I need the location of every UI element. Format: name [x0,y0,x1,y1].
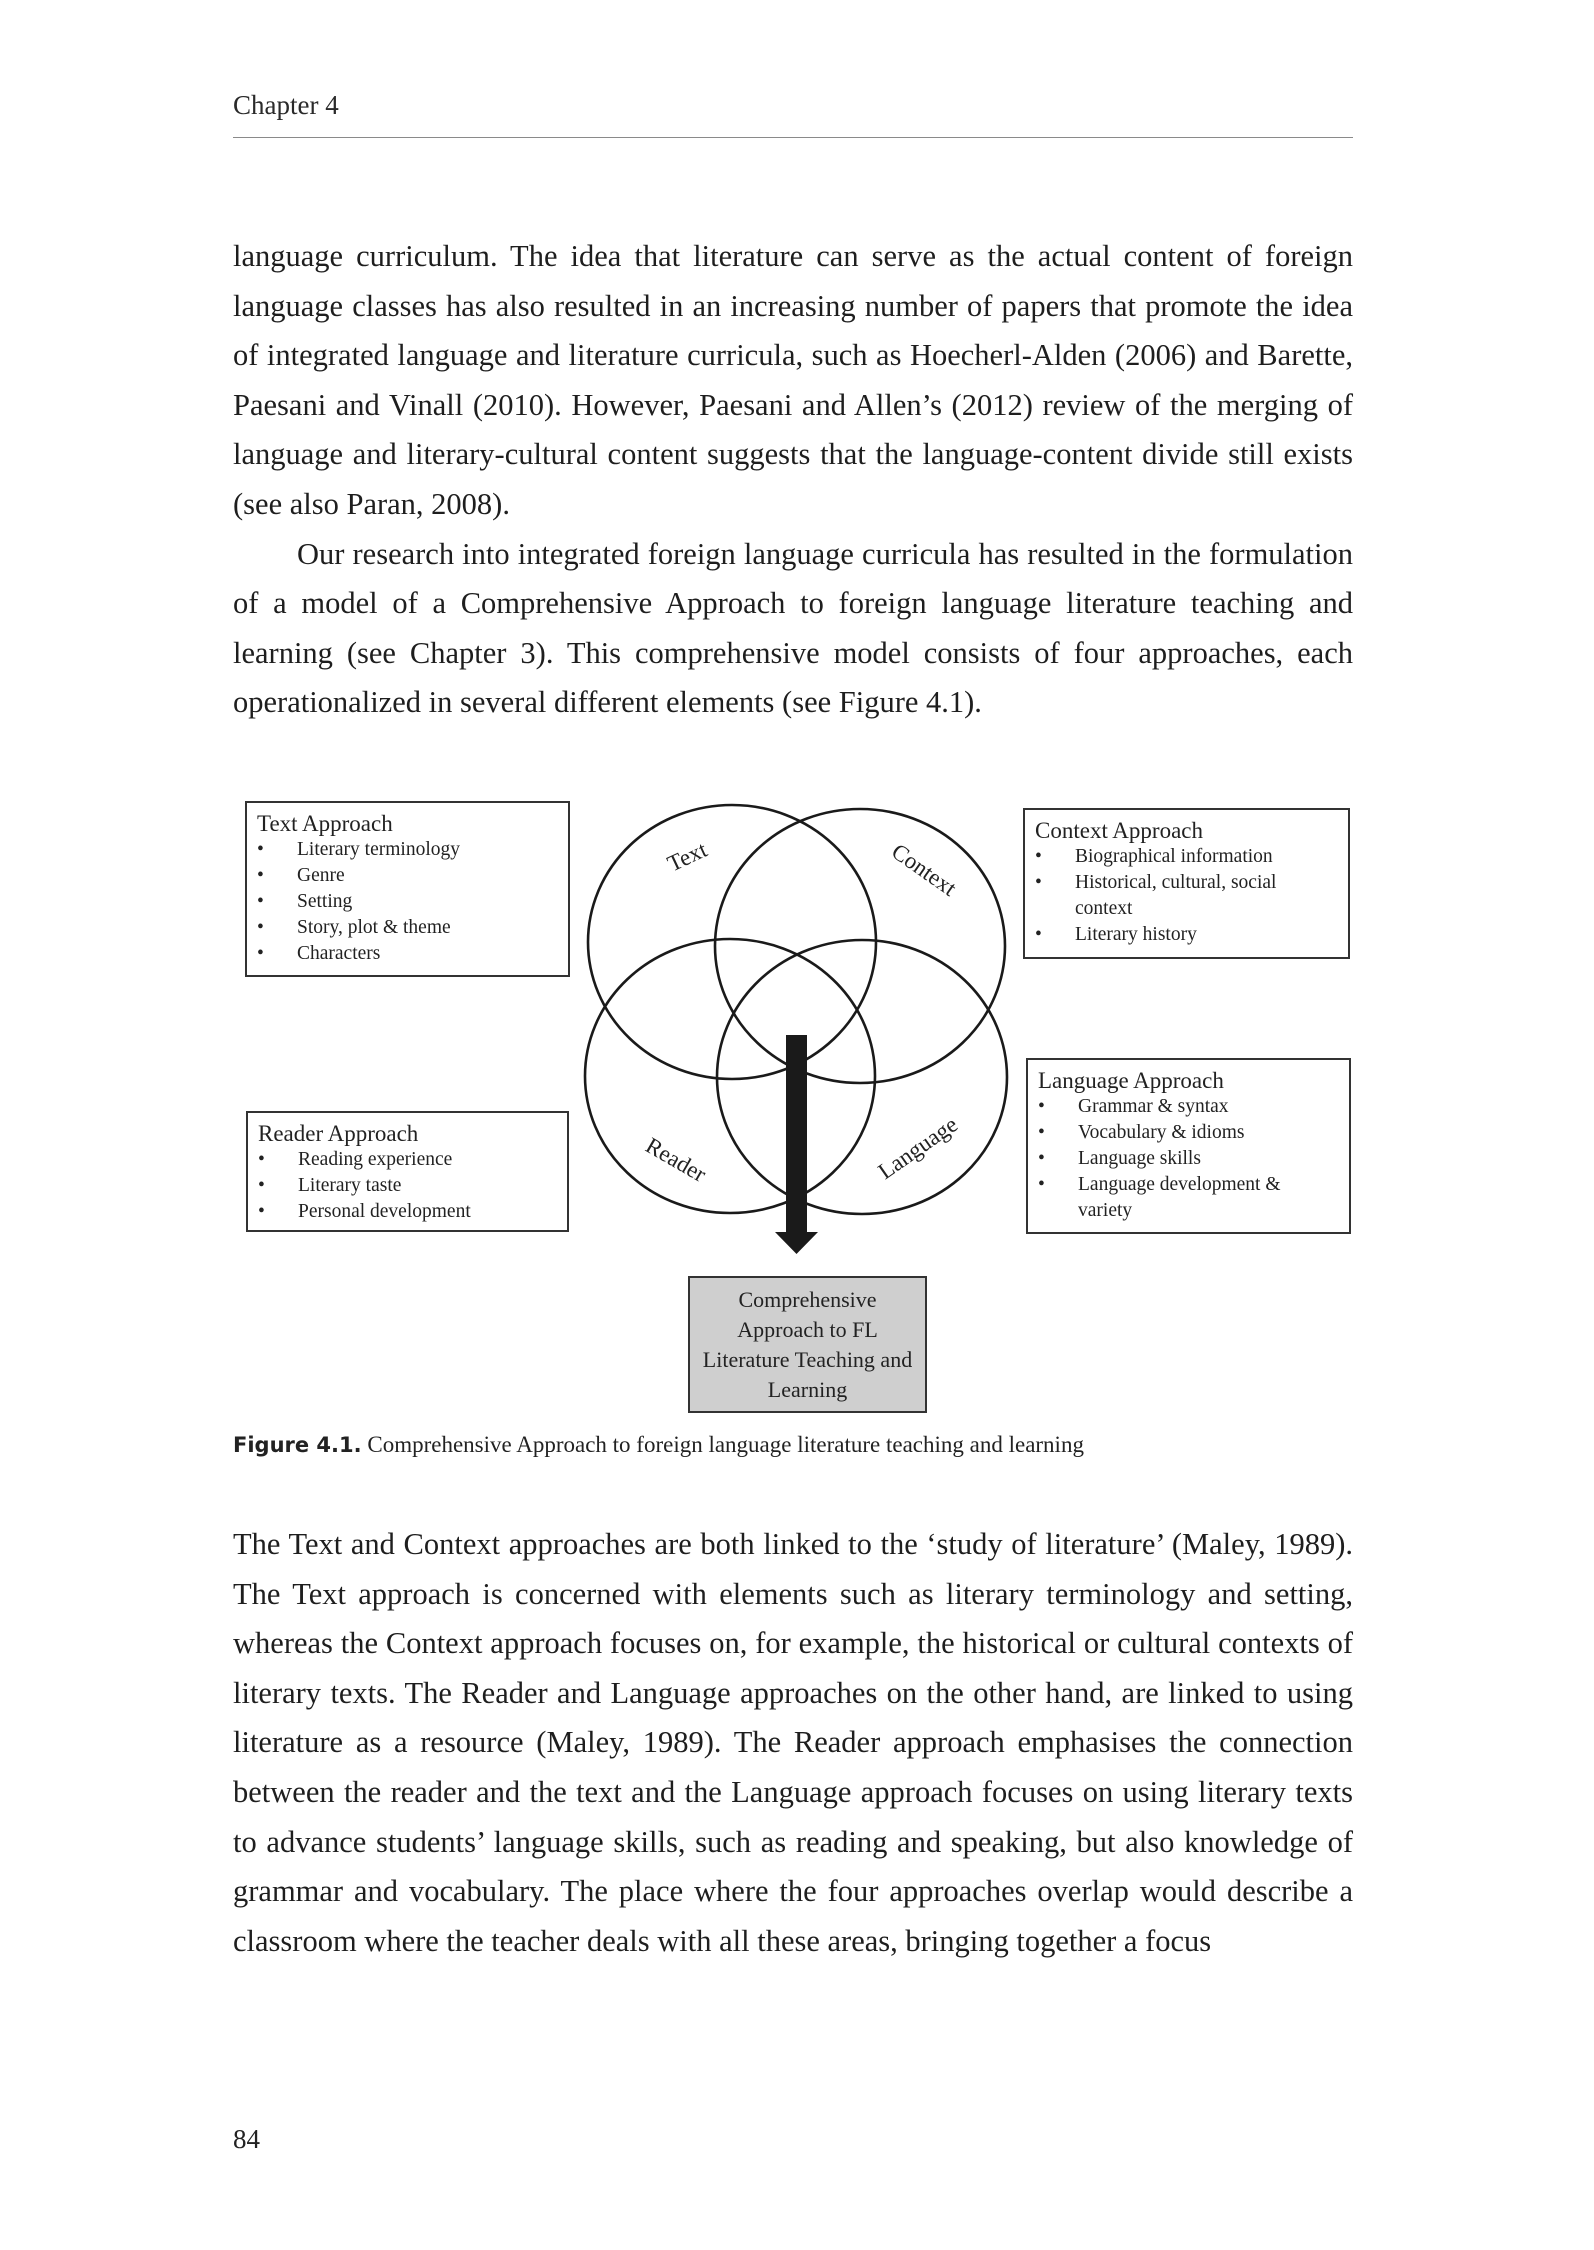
venn-label-language: Language [873,1111,963,1185]
box-item-list [257,837,558,967]
box-item [1038,1146,1339,1172]
comprehensive-approach-box: Comprehensive Approach to FL Literature Teaching and Learning [688,1276,927,1413]
paragraph: language curriculum. The idea that literature can serve as the actual content of foreign language classes has also resulted in an increasing number of papers that promote the idea of integrated language and literature curricula, such as Hoecherl-Alden (2006) and Barette, Paesani and Vinall (2010). However, Paesani and Allen’s (2012) review of the merging of language and literary-cultural content suggests that the language-content divide still exists (see also Paran, 2008). [233,239,1353,521]
box-item-label: Literary terminology [297,839,460,860]
bullet-icon: • [257,865,264,886]
bullet-icon: • [258,1149,265,1170]
box-item [258,1199,557,1225]
bullet-icon: • [1038,1096,1045,1117]
box-item [258,1147,557,1173]
bullet-icon: • [1038,1122,1045,1143]
bullet-icon: • [258,1201,265,1222]
box-item [257,941,558,967]
bullet-icon: • [257,917,264,938]
paragraph: The Text and Context approaches are both linked to the ‘study of literature’ (Maley, 1989). The Text approach is concerned with elements such as literary terminology and setting, whereas the Context approach focuses on, for example, the historical or cultural contexts of literary texts. The Reader and Language approaches on the other hand, are linked to using literature as a resource (Maley, 1989). The Reader approach emphasises the connection between the reader and the text and the Language approach focuses on using literary texts to advance students’ language skills, such as reading and speaking, but also knowledge of grammar and vocabulary. The place where the four approaches overlap would describe a classroom where the teacher deals with all these areas, bringing together a focus [233,1527,1353,1958]
box-item [257,889,558,915]
reader-approach-box [246,1111,569,1232]
venn-label-text: Text [663,836,711,877]
box-item-list [258,1147,557,1225]
box-item-label: Historical, cultural, social context [1075,872,1277,919]
figure-caption-text: Comprehensive Approach to foreign language literature teaching and learning [361,1432,1084,1457]
box-item-label: Story, plot & theme [297,917,451,938]
page-number: 84 [233,2124,260,2154]
box-item-label: Reading experience [298,1149,453,1170]
box-item-label: Language skills [1078,1148,1201,1169]
bullet-icon: • [257,943,264,964]
venn-label-reader: Reader [641,1132,711,1187]
box-item [258,1173,557,1199]
box-item [1038,1094,1339,1120]
venn-circle-context [715,809,1005,1083]
box-item-label: Personal development [298,1201,471,1222]
box-item [257,915,558,941]
box-title: Language Approach [1038,1068,1224,1093]
box-item-label: Genre [297,865,345,886]
box-title: Text Approach [257,811,393,836]
bullet-icon: • [1035,846,1042,867]
figure-caption [233,1432,1084,1458]
language-approach-box [1026,1058,1351,1234]
box-item [257,837,558,863]
text-approach-box [245,801,570,977]
box-item [1038,1172,1339,1224]
box-title: Reader Approach [258,1121,419,1146]
bullet-icon: • [258,1175,265,1196]
venn-circle-reader [585,939,875,1213]
bullet-icon: • [1038,1174,1045,1195]
box-item [257,863,558,889]
box-item-list [1035,844,1338,948]
figure-number: Figure 4.1. [233,1433,362,1457]
down-arrow-icon [775,1035,818,1254]
box-item-label: Biographical information [1075,846,1273,867]
running-head: Chapter 4 [233,90,339,120]
box-item-label: Characters [297,943,381,964]
bullet-icon: • [1035,872,1042,893]
box-item [1035,922,1338,948]
box-item-label: Vocabulary & idioms [1078,1122,1245,1143]
box-item [1035,844,1338,870]
bullet-icon: • [1035,924,1042,945]
box-title: Context Approach [1035,818,1203,843]
bullet-icon: • [1038,1148,1045,1169]
venn-label-context: Context [887,838,962,901]
paragraph: Our research into integrated foreign language curricula has resulted in the formulation of a model of a Comprehensive Approach to foreign language literature teaching and learning (see Chapter 3). This comprehensive model consists of four approaches, each operationalized in several different elements (see Figure 4.1). [233,536,1353,720]
box-item-list [1038,1094,1339,1224]
box-item-label: Setting [297,891,353,912]
body-text-bottom [233,1520,1353,1966]
bullet-icon: • [257,839,264,860]
box-item [1038,1120,1339,1146]
bullet-icon: • [257,891,264,912]
box-item-label: Literary history [1075,924,1197,945]
box-item-label: Grammar & syntax [1078,1096,1229,1117]
box-item-label: Literary taste [298,1175,402,1196]
context-approach-box [1023,808,1350,959]
box-item [1035,870,1338,922]
box-item-label: Language development & variety [1078,1174,1281,1221]
